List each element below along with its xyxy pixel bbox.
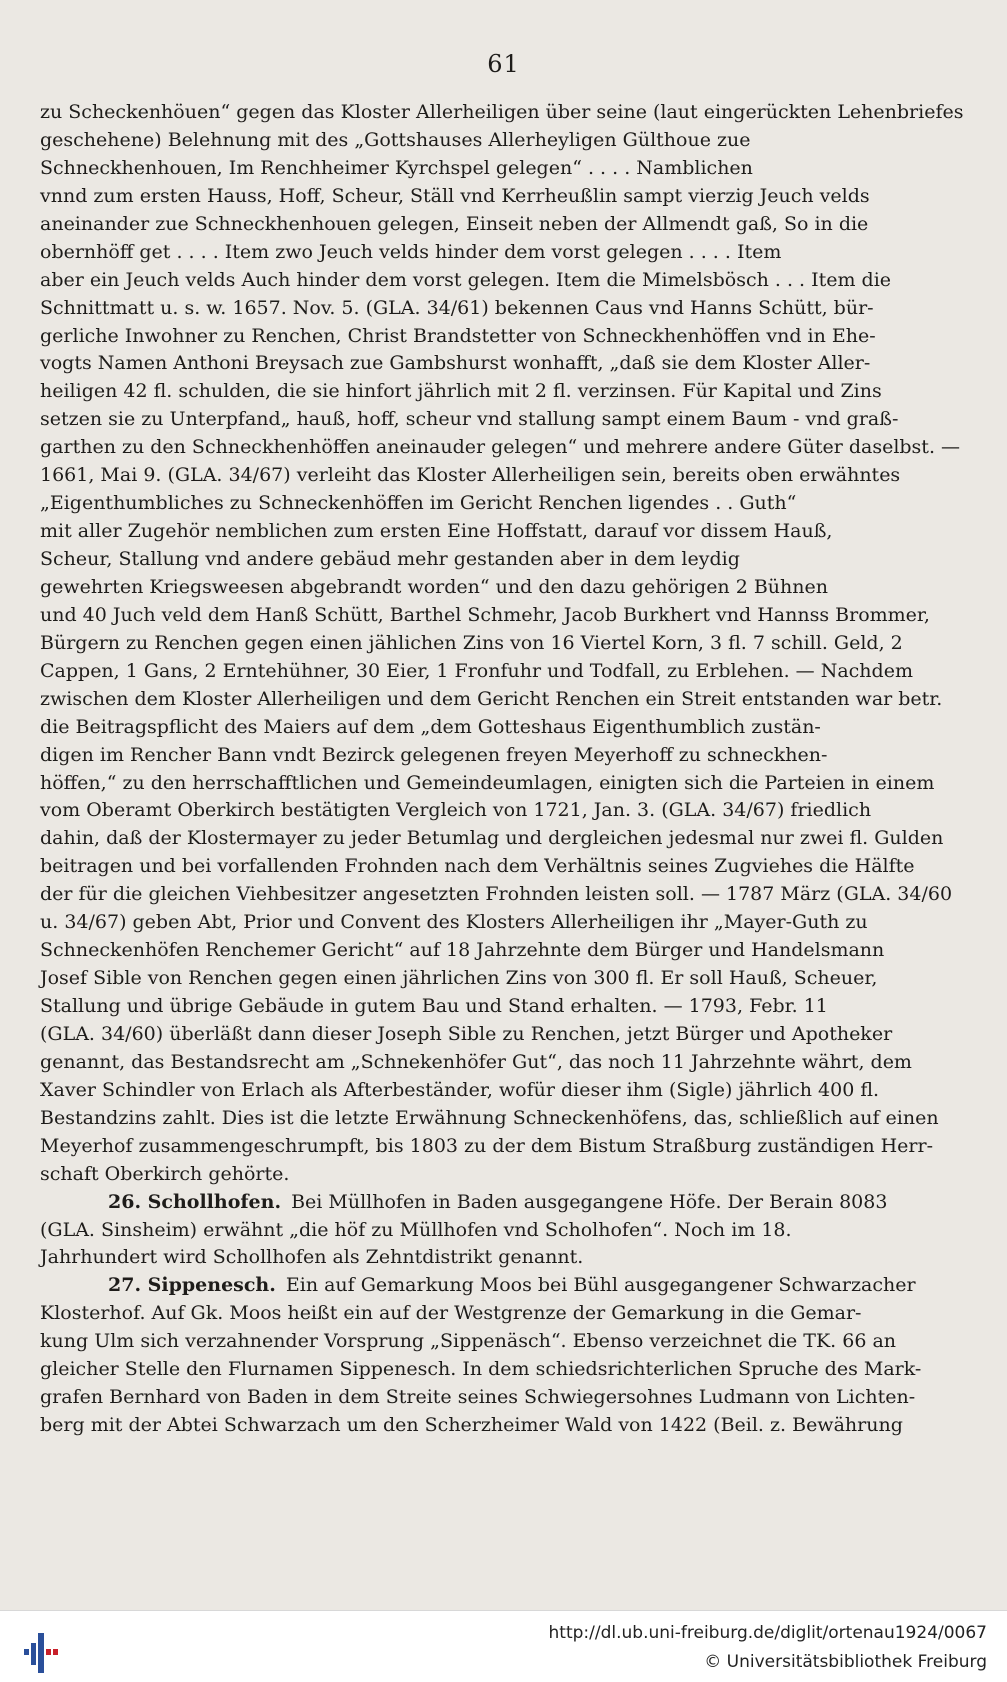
text-line: vom Oberamt Oberkirch bestätigten Vergleich von 1721, Jan. 3. (GLA. 34/67) friedlich bbox=[40, 799, 872, 822]
text-line: Xaver Schindler von Erlach als Afterbeständer, wofür dieser ihm (Sigle) jährlich 400 fl. bbox=[40, 1078, 880, 1101]
text-line: mit aller Zugehör nemblichen zum ersten Eine Hoffstatt, darauf vor dissem Hauß, bbox=[40, 520, 833, 543]
text-line: Schneckhenhouen, Im Renchheimer Kyrchspel gelegen“ . . . . Namblichen bbox=[40, 156, 753, 179]
text-line: der für die gleichen Viehbesitzer angesetzten Frohnden leisten soll. — 1787 März (GLA. 34/60 bbox=[40, 883, 953, 906]
body-text bbox=[40, 99, 964, 1440]
section-26-text: Bei Müllhofen in Baden ausgegangene Höfe. Der Berain 8083 bbox=[291, 1190, 888, 1213]
text-line: gerliche Inwohner zu Renchen, Christ Brandstetter von Schneckhenhöffen vnd in Ehe- bbox=[40, 324, 876, 347]
text-line: Josef Sible von Renchen gegen einen jährlichen Zins von 300 fl. Er soll Hauß, Scheuer, bbox=[40, 967, 878, 990]
section-27-heading: 27. Sippenesch. bbox=[108, 1274, 276, 1297]
text-line: 1661, Mai 9. (GLA. 34/67) verleiht das Kloster Allerheiligen sein, bereits oben erwähntes bbox=[40, 464, 901, 487]
text-line: Stallung und übrige Gebäude in gutem Bau und Stand erhalten. — 1793, Febr. 11 bbox=[40, 995, 828, 1017]
text-line: digen im Rencher Bann vndt Bezirck gelegenen freyen Meyerhoff zu schneckhen- bbox=[40, 743, 828, 766]
text-line: zu Scheckenhöuen“ gegen das Kloster Allerheiligen über seine (laut eingerückten Lehenbriefes bbox=[40, 101, 964, 123]
text-line: Scheur, Stallung vnd andere gebäud mehr gestanden aber in dem leydig bbox=[40, 548, 740, 570]
text-line: obernhöff get . . . . Item zwo Jeuch velds hinder dem vorst gelegen . . . . Item bbox=[40, 240, 782, 263]
text-line: grafen Bernhard von Baden in dem Streite seines Schwiegersohnes Ludmann von Lichten- bbox=[40, 1386, 916, 1409]
text-line: garthen zu den Schneckhenhöffen aneinauder gelegen“ und mehrere andere Güter daselbst. — bbox=[40, 436, 961, 459]
library-logo-icon bbox=[22, 1629, 64, 1673]
text-line: berg mit der Abtei Schwarzach um den Scherzheimer Wald von 1422 (Beil. z. Bewährung bbox=[40, 1414, 903, 1437]
text-line: setzen sie zu Unterpfand„ hauß, hoff, scheur vnd stallung sampt einem Baum - vnd graß- bbox=[40, 408, 899, 431]
text-line: Bestandzins zahlt. Dies ist die letzte Erwähnung Schneckenhöfens, das, schließlich auf einen bbox=[40, 1106, 939, 1129]
text-line: gleicher Stelle den Flurnamen Sippenesch. In dem schiedsrichterlichen Spruche des Mark- bbox=[40, 1358, 922, 1381]
text-line: Bürgern zu Renchen gegen einen jählichen Zins von 16 Viertel Korn, 3 fl. 7 schill. Geld, 2 bbox=[40, 631, 903, 654]
text-line: dahin, daß der Klostermayer zu jeder Betumlag und dergleichen jedesmal nur zwei fl. Gulden bbox=[40, 827, 944, 850]
text-line: beitragen und bei vorfallenden Frohnden nach dem Verhältnis seines Zugviehes die Hälfte bbox=[40, 855, 915, 878]
text-line: vogts Namen Anthoni Breysach zue Gambshurst wonhafft, „daß sie dem Kloster Aller- bbox=[40, 352, 871, 375]
text-line: und 40 Juch veld dem Hanß Schütt, Barthel Schmehr, Jacob Burkhert vnd Hannss Brommer, bbox=[40, 603, 930, 626]
text-line: „Eigenthumbliches zu Schneckenhöffen im Gericht Renchen ligendes . . Guth“ bbox=[40, 492, 797, 515]
text-line: u. 34/67) geben Abt, Prior und Convent des Klosters Allerheiligen ihr „Mayer-Guth zu bbox=[40, 911, 868, 934]
text-line: Meyerhof zusammengeschrumpft, bis 1803 zu der dem Bistum Straßburg zuständigen Herr- bbox=[40, 1134, 933, 1157]
section-27-first-line bbox=[40, 1272, 916, 1300]
text-line: zwischen dem Kloster Allerheiligen und dem Gericht Renchen ein Streit entstanden war betr. bbox=[40, 687, 943, 710]
text-line: (GLA. Sinsheim) erwähnt „die höf zu Müllhofen vnd Scholhofen“. Noch im 18. bbox=[40, 1218, 792, 1241]
text-line: vnnd zum ersten Hauss, Hoff, Scheur, Ställ vnd Kerrheußlin sampt vierzig Jeuch velds bbox=[40, 184, 870, 207]
text-line: Jahrhundert wird Schollhofen als Zehntdistrikt genannt. bbox=[40, 1246, 584, 1269]
text-line: aber ein Jeuch velds Auch hinder dem vorst gelegen. Item die Mimelsbösch . . . Item die bbox=[40, 268, 892, 291]
text-line: schaft Oberkirch gehörte. bbox=[40, 1162, 290, 1185]
text-line: Klosterhof. Auf Gk. Moos heißt ein auf der Westgrenze der Gemarkung in die Gemar- bbox=[40, 1302, 862, 1325]
text-line: aneinander zue Schneckhenhouen gelegen, Einseit neben der Allmendt gaß, So in die bbox=[40, 212, 869, 235]
text-line: genannt, das Bestandsrecht am „Schnekenhöfer Gut“, das noch 11 Jahrzehnte währt, dem bbox=[40, 1050, 912, 1073]
page-number: 61 bbox=[487, 50, 520, 78]
copyright-notice: © Universitätsbibliothek Freiburg bbox=[704, 1652, 987, 1672]
text-line: Schnittmatt u. s. w. 1657. Nov. 5. (GLA. 34/61) bekennen Caus vnd Hanns Schütt, bür- bbox=[40, 296, 874, 319]
text-line: Cappen, 1 Gans, 2 Erntehühner, 30 Eier, 1 Fronfuhr und Todfall, zu Erblehen. — Nachdem bbox=[40, 659, 913, 682]
text-line: Schneckenhöfen Renchemer Gericht“ auf 18 Jahrzehnte dem Bürger und Handelsmann bbox=[40, 939, 885, 962]
section-26-first-line bbox=[40, 1189, 886, 1217]
text-line: heiligen 42 fl. schulden, die sie hinfort jährlich mit 2 fl. verzinsen. Für Kapital und Zins bbox=[40, 380, 882, 403]
text-line: (GLA. 34/60) überläßt dann dieser Joseph Sible zu Renchen, jetzt Bürger und Apotheker bbox=[40, 1022, 893, 1045]
text-line: die Beitragspflicht des Maiers auf dem „dem Gotteshaus Eigenthumblich zustän- bbox=[40, 715, 821, 738]
text-line: gewehrten Kriegsweesen abgebrandt worden“ und den dazu gehörigen 2 Bühnen bbox=[40, 575, 828, 598]
text-line: höffen,“ zu den herrschafftlichen und Gemeindeumlagen, einigten sich die Parteien in einem bbox=[40, 771, 935, 794]
permalink-url[interactable]: http://dl.ub.uni-freiburg.de/diglit/ortenau1924/0067 bbox=[548, 1623, 987, 1643]
footer-bar bbox=[0, 1610, 1007, 1682]
section-27-text: Ein auf Gemarkung Moos bei Bühl ausgegangener Schwarzacher bbox=[285, 1274, 916, 1297]
section-26-heading: 26. Schollhofen. bbox=[108, 1190, 282, 1213]
text-line: kung Ulm sich verzahnender Vorsprung „Sippenäsch“. Ebenso verzeichnet die TK. 66 an bbox=[40, 1330, 897, 1353]
text-line: geschehene) Belehnung mit des „Gottshauses Allerheyligen Gülthoue zue bbox=[40, 128, 751, 151]
